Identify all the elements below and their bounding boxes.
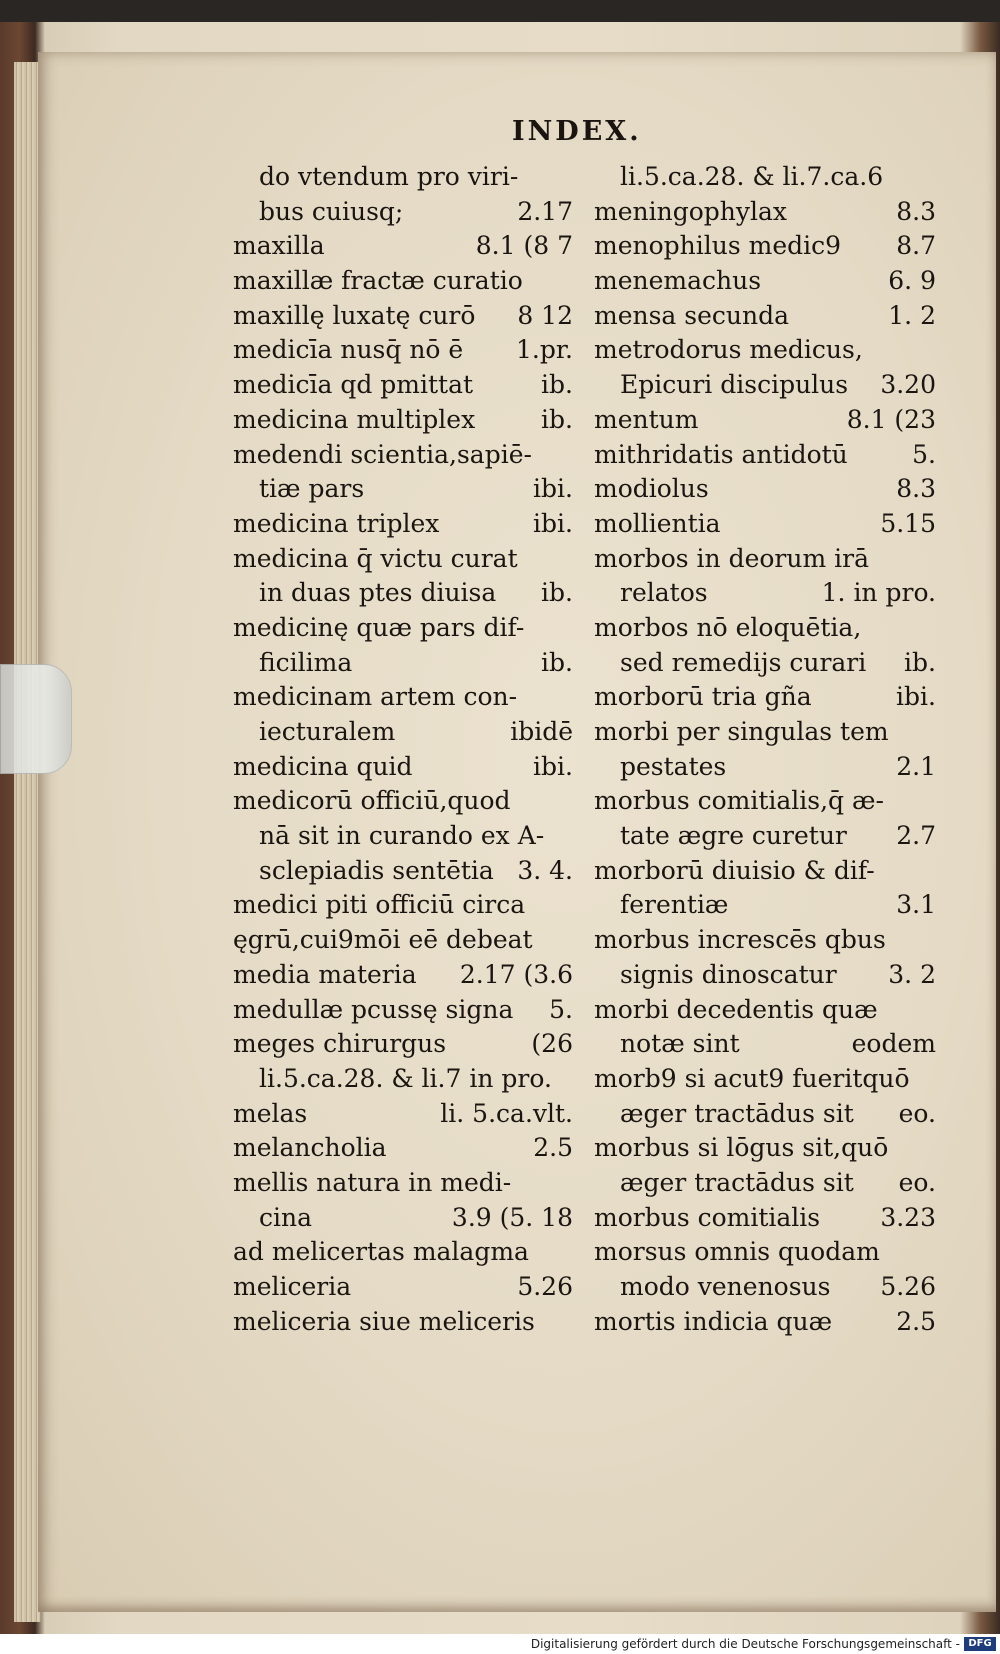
index-entry-text: ferentiæ	[620, 890, 729, 920]
index-entry	[233, 542, 573, 577]
index-entry-ref	[563, 1305, 573, 1340]
index-entry-text: morbi decedentis quæ	[594, 994, 878, 1024]
index-entry-text: media materia	[233, 959, 417, 989]
index-entry	[233, 1305, 573, 1340]
index-entry	[594, 1166, 936, 1201]
index-entry	[233, 715, 573, 750]
index-entry-ref	[926, 923, 936, 958]
index-entry	[233, 507, 573, 542]
index-entry-text: modiolus	[594, 474, 709, 504]
index-entry	[233, 333, 573, 368]
index-entry-ref: 2.5	[533, 1133, 573, 1163]
index-entry-text: in duas ptes diuisa	[259, 578, 497, 608]
index-entry-text: menophilus medic9	[594, 231, 842, 261]
index-entry-text: Epicuri discipulus	[620, 370, 849, 400]
index-entry-text: mellis natura in medi-	[233, 1167, 512, 1197]
index-entry-text: medicorū officiū,quod	[233, 786, 511, 816]
index-entry-ref: 2.5	[896, 1306, 936, 1336]
index-entry	[594, 542, 936, 577]
index-entry-ref: 6. 9	[888, 266, 936, 296]
index-entry	[233, 299, 573, 334]
index-entry-ref: 3.20	[880, 370, 936, 400]
index-entry-ref	[563, 1062, 573, 1097]
index-entry-ref	[563, 819, 573, 854]
index-entry-ref	[563, 542, 573, 577]
index-entry-ref	[563, 888, 573, 923]
index-entry-text: medici piti officiū circa	[233, 890, 526, 920]
index-entry	[594, 958, 936, 993]
index-entry-text: morbus si lōgus sit,quō	[594, 1133, 889, 1163]
index-entry-text: li.5.ca.28. & li.7.ca.6	[620, 162, 884, 191]
index-entry	[233, 1027, 573, 1062]
index-entry-ref	[563, 160, 573, 195]
index-entry-text: tate ægre curetur	[620, 821, 847, 851]
index-entry-ref	[563, 1235, 573, 1270]
index-column-right	[594, 160, 936, 1339]
index-entry	[594, 888, 936, 923]
index-entry	[594, 1027, 936, 1062]
index-entry	[594, 576, 936, 611]
index-entry-text: morsus omnis quodam	[594, 1237, 880, 1267]
index-entry-ref: ibidē	[510, 717, 573, 746]
index-entry-ref	[926, 854, 936, 889]
index-entry-text: pestates	[620, 751, 727, 781]
index-entry	[594, 646, 936, 681]
index-entry	[594, 715, 936, 750]
index-entry	[594, 750, 936, 785]
index-entry	[233, 472, 573, 507]
index-entry-ref: 2.7	[896, 821, 936, 851]
index-entry	[594, 993, 936, 1028]
index-entry-text: medicinę quæ pars dif-	[233, 612, 525, 642]
index-entry-text: medicīa qd pmittat	[233, 370, 474, 400]
index-entry	[594, 923, 936, 958]
index-entry-text: æger tractādus sit	[620, 1098, 854, 1128]
index-entry	[233, 854, 573, 889]
index-entry-text: maxilla	[233, 231, 325, 261]
index-entry	[233, 229, 573, 264]
index-entry-text: medicina q̄ victu curat	[233, 543, 518, 573]
index-entry-text: mensa secunda	[594, 300, 790, 330]
index-entry	[594, 1131, 936, 1166]
index-entry-ref	[926, 784, 936, 819]
index-entry-text: tiæ pars	[259, 474, 365, 504]
index-entry-ref	[563, 923, 573, 958]
index-entry-ref: 1.pr.	[515, 335, 573, 365]
index-entry-ref: eo.	[898, 1167, 936, 1197]
index-entry	[594, 1062, 936, 1097]
index-entry-ref	[926, 542, 936, 577]
index-entry	[594, 195, 936, 230]
index-entry-text: notæ sint	[620, 1029, 740, 1059]
index-entry-text: ficilima	[259, 647, 353, 677]
index-entry	[594, 680, 936, 715]
index-entry	[594, 1270, 936, 1305]
index-entry	[233, 646, 573, 681]
index-entry-text: nā sit in curando ex A-	[259, 821, 545, 851]
index-entry-ref: 5.	[912, 439, 936, 469]
index-entry	[594, 264, 936, 299]
index-entry-text: do vtendum pro viri-	[259, 162, 519, 191]
index-entry	[594, 438, 936, 473]
index-entry-text: meliceria siue meliceris	[233, 1306, 535, 1336]
index-entry-text: bus cuiusq;	[259, 196, 404, 226]
index-entry	[233, 403, 573, 438]
index-entry-text: medullæ pcussę signa	[233, 994, 514, 1024]
index-entry-text: sed remedijs curari	[620, 647, 867, 677]
index-entry	[233, 368, 573, 403]
index-entry-ref: ib.	[541, 647, 573, 677]
index-entry-ref: ibi.	[533, 474, 573, 504]
index-entry-text: mentum	[594, 404, 699, 434]
index-entry-text: morbus increscēs qbus	[594, 925, 886, 955]
index-entry-ref	[926, 1062, 936, 1097]
index-entry-ref: (26	[531, 1029, 573, 1059]
index-entry-ref: 5.15	[880, 508, 936, 538]
index-entry-ref: 2.1	[896, 751, 936, 781]
page-header: INDEX.	[512, 116, 642, 147]
index-entry-text: morborū diuisio & dif-	[594, 855, 875, 885]
index-entry-text: melas	[233, 1098, 308, 1128]
index-entry-ref: 3.1	[896, 890, 936, 920]
index-entry-text: maxillę luxatę curō	[233, 300, 476, 330]
index-entry-text: medicina triplex	[233, 508, 440, 538]
index-entry	[233, 1235, 573, 1270]
index-entry-text: modo venenosus	[620, 1272, 831, 1301]
index-entry	[233, 438, 573, 473]
index-entry-ref: 5.	[549, 994, 573, 1024]
index-entry-ref: 1. in pro.	[821, 578, 936, 608]
index-entry-ref	[926, 160, 936, 195]
index-entry	[233, 576, 573, 611]
index-entry	[233, 1062, 573, 1097]
index-entry	[594, 472, 936, 507]
index-entry-ref: 2.17	[517, 196, 573, 226]
index-entry	[594, 507, 936, 542]
index-entry	[233, 264, 573, 299]
page-edges	[14, 62, 41, 1622]
index-entry-ref	[926, 715, 936, 750]
index-entry-text: mithridatis antidotū	[594, 439, 848, 469]
index-entry-text: sclepiadis sentētia	[259, 855, 494, 885]
index-entry-ref: ibi.	[533, 508, 573, 538]
index-entry	[233, 888, 573, 923]
index-entry-ref	[926, 1235, 936, 1270]
index-entry	[233, 1201, 573, 1236]
index-entry	[594, 229, 936, 264]
index-entry-text: relatos	[620, 578, 708, 608]
index-entry-text: meliceria	[233, 1272, 352, 1301]
index-entry-ref: 2.17 (3.6	[459, 959, 573, 989]
index-entry-text: mollientia	[594, 508, 721, 538]
index-entry	[594, 784, 936, 819]
index-entry-ref: ib.	[904, 647, 936, 677]
index-entry-text: morbos nō eloquētia,	[594, 612, 862, 642]
index-entry-ref: ib.	[541, 370, 573, 400]
index-entry-ref: ibi.	[896, 682, 936, 712]
index-entry-text: maxillæ fractæ curatio	[233, 266, 523, 296]
index-entry-ref	[563, 438, 573, 473]
index-entry-ref: 3.23	[880, 1202, 936, 1232]
index-entry-ref: 8.7	[896, 231, 936, 261]
index-entry	[594, 299, 936, 334]
index-entry-ref	[926, 1131, 936, 1166]
index-entry-text: meges chirurgus	[233, 1029, 447, 1059]
index-entry-text: medendi scientia,sapiē-	[233, 439, 532, 469]
index-entry-text: medicina quid	[233, 751, 413, 781]
index-entry-ref	[563, 680, 573, 715]
index-entry	[594, 368, 936, 403]
clip-tab	[0, 664, 72, 774]
index-entry-ref: 1. 2	[888, 300, 936, 330]
index-entry	[233, 1097, 573, 1132]
index-entry-ref: 5.26	[517, 1272, 573, 1301]
index-entry	[233, 1166, 573, 1201]
index-entry-text: mortis indicia quæ	[594, 1306, 833, 1336]
index-entry	[233, 195, 573, 230]
index-entry-text: metrodorus medicus,	[594, 335, 863, 365]
index-entry	[233, 958, 573, 993]
index-entry	[233, 611, 573, 646]
index-entry	[233, 993, 573, 1028]
index-entry-text: medicina multiplex	[233, 404, 476, 434]
index-entry-text: signis dinoscatur	[620, 959, 837, 989]
index-entry-text: menemachus	[594, 266, 762, 296]
index-entry-text: morbus comitialis,q̄ æ-	[594, 786, 884, 816]
index-entry-text: morbus comitialis	[594, 1202, 821, 1232]
index-entry	[594, 1305, 936, 1340]
index-entry	[233, 923, 573, 958]
index-entry-ref	[563, 264, 573, 299]
index-entry-text: iecturalem	[259, 717, 396, 746]
index-entry-text: ęgrū,cui9mōi eē debeat	[233, 925, 533, 955]
index-entry-text: cina	[259, 1202, 313, 1232]
index-entry-ref	[926, 611, 936, 646]
index-entry-text: medicīa nusq̄ nō ē	[233, 335, 464, 365]
index-entry	[233, 680, 573, 715]
index-entry-ref: ibi.	[533, 751, 573, 781]
index-entry-text: melancholia	[233, 1133, 387, 1163]
index-entry-ref: eodem	[851, 1029, 936, 1059]
index-entry-text: li.5.ca.28. & li.7 in pro.	[259, 1063, 552, 1093]
index-entry-ref: 3.9 (5. 18	[451, 1202, 573, 1232]
index-entry	[233, 784, 573, 819]
index-entry	[594, 1097, 936, 1132]
index-entry	[594, 611, 936, 646]
index-entry-ref	[563, 611, 573, 646]
footer-bar	[0, 1634, 1000, 1654]
index-entry	[594, 160, 936, 195]
index-entry	[233, 160, 573, 195]
index-entry-ref: ib.	[541, 578, 573, 608]
index-entry-ref: 8.1 (23	[846, 404, 936, 434]
index-entry-ref: 8 12	[517, 300, 573, 330]
index-entry-text: ad melicertas malagma	[233, 1237, 529, 1267]
index-entry-ref: ib.	[541, 404, 573, 434]
index-entry-ref: 3. 4.	[517, 855, 573, 885]
index-entry-text: æger tractādus sit	[620, 1167, 854, 1197]
index-entry-text: morbos in deorum irā	[594, 543, 869, 573]
index-entry	[233, 819, 573, 854]
index-entry	[594, 1201, 936, 1236]
footer-credit: Digitalisierung gefördert durch die Deutsche Forschungsgemeinschaft -	[530, 1637, 960, 1651]
index-entry	[594, 1235, 936, 1270]
index-entry	[233, 750, 573, 785]
index-entry-text: morb9 si acut9 fueritquō	[594, 1063, 910, 1093]
index-entry-ref: 3. 2	[888, 959, 936, 989]
index-entry-text: medicinam artem con-	[233, 682, 518, 712]
index-entry	[233, 1270, 573, 1305]
index-entry	[233, 1131, 573, 1166]
index-entry	[594, 333, 936, 368]
index-entry	[594, 854, 936, 889]
index-entry-ref: 8.3	[896, 474, 936, 504]
index-entry-text: morbi per singulas tem	[594, 717, 889, 746]
index-entry-ref: li. 5.ca.vlt.	[440, 1098, 573, 1128]
index-entry-ref: 8.1 (8 7	[475, 231, 573, 261]
index-entry	[594, 403, 936, 438]
index-entry-ref: eo.	[898, 1098, 936, 1128]
index-entry	[594, 819, 936, 854]
index-entry-text: morborū tria gña	[594, 682, 812, 712]
index-entry-ref: 8.3	[896, 196, 936, 226]
index-entry-ref	[926, 333, 936, 368]
index-entry-ref	[926, 993, 936, 1028]
index-entry-ref: 5.26	[880, 1272, 936, 1301]
index-column-left	[233, 160, 573, 1339]
index-entry-ref	[563, 1166, 573, 1201]
index-entry-ref	[563, 784, 573, 819]
index-entry-text: meningophylax	[594, 196, 787, 226]
dfg-logo: DFG	[964, 1637, 996, 1651]
